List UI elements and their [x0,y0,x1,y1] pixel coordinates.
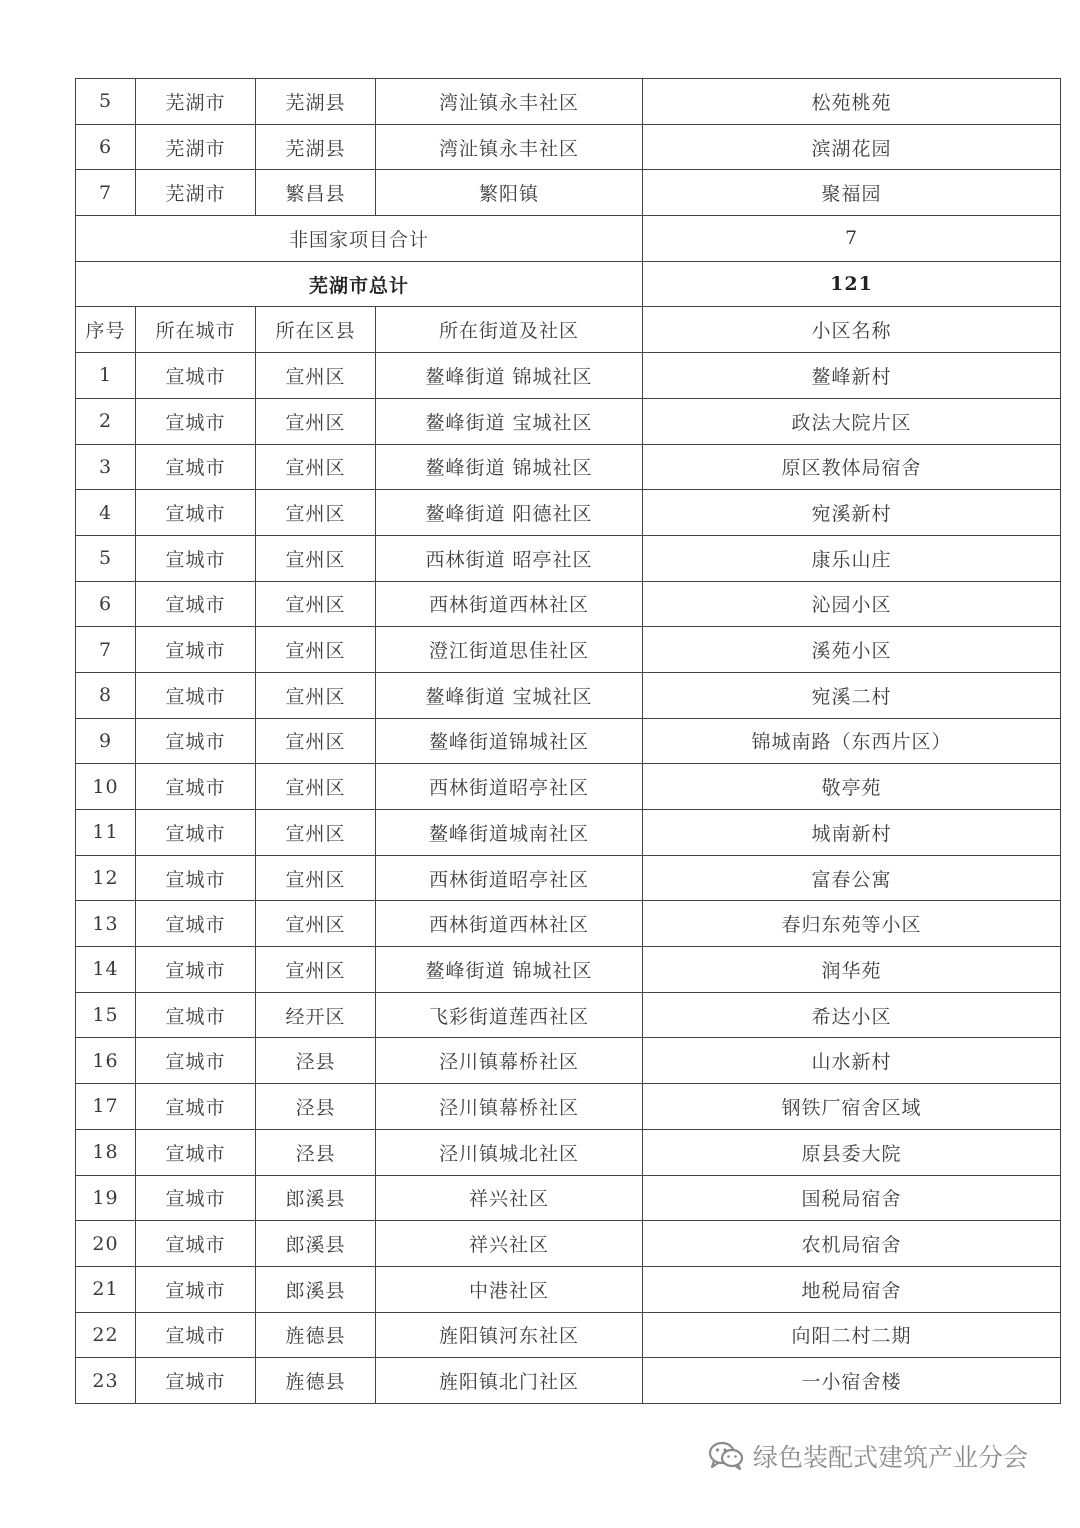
table-row [76,581,1061,627]
cell-name: 山水新村 [643,1038,1061,1084]
cell-city: 宣城市 [136,901,256,947]
table-row [76,810,1061,856]
cell-street: 鳌峰街道 锦城社区 [376,444,643,490]
cell-city: 宣城市 [136,1312,256,1358]
cell-city: 宣城市 [136,353,256,399]
cell-name: 鳌峰新村 [643,353,1061,399]
cell-city: 宣城市 [136,535,256,581]
cell-street: 湾沚镇永丰社区 [376,79,643,125]
table-row [76,79,1061,125]
header-no: 序号 [76,307,136,353]
total-row [76,261,1061,307]
table-row [76,672,1061,718]
cell-name: 锦城南路（东西片区） [643,718,1061,764]
cell-name: 聚福园 [643,170,1061,216]
cell-no: 22 [76,1312,136,1358]
cell-street: 湾沚镇永丰社区 [376,124,643,170]
cell-city: 宣城市 [136,1129,256,1175]
table-row [76,1358,1061,1404]
cell-name: 富春公寓 [643,855,1061,901]
cell-street: 鳌峰街道 锦城社区 [376,947,643,993]
cell-no: 7 [76,170,136,216]
cell-county: 宣州区 [256,855,376,901]
cell-name: 地税局宿舍 [643,1266,1061,1312]
cell-county: 宣州区 [256,627,376,673]
table-row [76,353,1061,399]
subtotal-label: 非国家项目合计 [76,216,643,262]
watermark [707,1438,1028,1474]
table-row [76,490,1061,536]
cell-city: 宣城市 [136,992,256,1038]
cell-street: 泾川镇城北社区 [376,1129,643,1175]
cell-county: 郎溪县 [256,1175,376,1221]
cell-no: 1 [76,353,136,399]
cell-no: 4 [76,490,136,536]
cell-county: 旌德县 [256,1312,376,1358]
cell-county: 宣州区 [256,535,376,581]
cell-name: 松苑桃苑 [643,79,1061,125]
table-row [76,1129,1061,1175]
cell-name: 宛溪新村 [643,490,1061,536]
table-row [76,1221,1061,1267]
cell-name: 宛溪二村 [643,672,1061,718]
cell-name: 溪苑小区 [643,627,1061,673]
cell-name: 政法大院片区 [643,398,1061,444]
cell-no: 15 [76,992,136,1038]
cell-street: 西林街道昭亭社区 [376,855,643,901]
cell-no: 6 [76,124,136,170]
cell-county: 郎溪县 [256,1266,376,1312]
cell-street: 西林街道西林社区 [376,581,643,627]
cell-street: 西林街道昭亭社区 [376,764,643,810]
table-row [76,170,1061,216]
cell-city: 宣城市 [136,855,256,901]
table-row [76,718,1061,764]
cell-street: 旌阳镇北门社区 [376,1358,643,1404]
table-row [76,1266,1061,1312]
cell-name: 向阳二村二期 [643,1312,1061,1358]
cell-street: 繁阳镇 [376,170,643,216]
cell-no: 5 [76,535,136,581]
cell-county: 繁昌县 [256,170,376,216]
cell-city: 芜湖市 [136,170,256,216]
cell-city: 宣城市 [136,947,256,993]
community-table [75,78,1061,1404]
cell-county: 宣州区 [256,718,376,764]
cell-city: 芜湖市 [136,124,256,170]
cell-county: 宣州区 [256,398,376,444]
cell-city: 宣城市 [136,810,256,856]
cell-name: 沁园小区 [643,581,1061,627]
cell-street: 鳌峰街道 宝城社区 [376,398,643,444]
cell-name: 润华苑 [643,947,1061,993]
cell-city: 宣城市 [136,490,256,536]
cell-county: 芜湖县 [256,124,376,170]
cell-name: 原区教体局宿舍 [643,444,1061,490]
cell-no: 9 [76,718,136,764]
cell-name: 原县委大院 [643,1129,1061,1175]
cell-street: 鳌峰街道锦城社区 [376,718,643,764]
cell-no: 5 [76,79,136,125]
cell-street: 鳌峰街道 锦城社区 [376,353,643,399]
table-row [76,535,1061,581]
cell-no: 21 [76,1266,136,1312]
cell-name: 希达小区 [643,992,1061,1038]
cell-street: 飞彩街道莲西社区 [376,992,643,1038]
table-row [76,992,1061,1038]
wechat-icon [707,1440,745,1472]
cell-no: 17 [76,1084,136,1130]
header-street: 所在街道及社区 [376,307,643,353]
table-row [76,901,1061,947]
cell-county: 宣州区 [256,764,376,810]
cell-no: 11 [76,810,136,856]
cell-no: 2 [76,398,136,444]
cell-city: 宣城市 [136,764,256,810]
cell-city: 宣城市 [136,718,256,764]
cell-no: 13 [76,901,136,947]
cell-county: 泾县 [256,1038,376,1084]
cell-name: 农机局宿舍 [643,1221,1061,1267]
cell-county: 经开区 [256,992,376,1038]
cell-name: 钢铁厂宿舍区域 [643,1084,1061,1130]
cell-no: 10 [76,764,136,810]
table-row [76,1084,1061,1130]
cell-county: 宣州区 [256,581,376,627]
cell-county: 宣州区 [256,672,376,718]
table-row [76,1175,1061,1221]
table-row [76,1312,1061,1358]
table-row [76,855,1061,901]
cell-no: 20 [76,1221,136,1267]
cell-street: 西林街道西林社区 [376,901,643,947]
cell-no: 7 [76,627,136,673]
cell-city: 宣城市 [136,1175,256,1221]
header-name: 小区名称 [643,307,1061,353]
cell-city: 宣城市 [136,627,256,673]
cell-county: 芜湖县 [256,79,376,125]
cell-street: 西林街道 昭亭社区 [376,535,643,581]
cell-no: 12 [76,855,136,901]
cell-county: 泾县 [256,1084,376,1130]
cell-street: 旌阳镇河东社区 [376,1312,643,1358]
cell-no: 18 [76,1129,136,1175]
cell-street: 泾川镇幕桥社区 [376,1038,643,1084]
cell-street: 泾川镇幕桥社区 [376,1084,643,1130]
cell-name: 国税局宿舍 [643,1175,1061,1221]
table-row [76,764,1061,810]
cell-street: 鳌峰街道城南社区 [376,810,643,856]
header-county: 所在区县 [256,307,376,353]
cell-county: 郎溪县 [256,1221,376,1267]
table-row [76,398,1061,444]
table-row [76,124,1061,170]
cell-street: 澄江街道思佳社区 [376,627,643,673]
cell-county: 宣州区 [256,901,376,947]
cell-county: 宣州区 [256,947,376,993]
cell-street: 鳌峰街道 阳德社区 [376,490,643,536]
cell-city: 宣城市 [136,444,256,490]
cell-name: 滨湖花园 [643,124,1061,170]
total-label: 芜湖市总计 [76,261,643,307]
cell-city: 宣城市 [136,672,256,718]
cell-county: 宣州区 [256,490,376,536]
cell-city: 芜湖市 [136,79,256,125]
table-body [76,79,1061,1404]
table-row [76,1038,1061,1084]
cell-no: 23 [76,1358,136,1404]
cell-county: 旌德县 [256,1358,376,1404]
table-row [76,627,1061,673]
cell-street: 鳌峰街道 宝城社区 [376,672,643,718]
cell-street: 祥兴社区 [376,1221,643,1267]
cell-city: 宣城市 [136,1084,256,1130]
cell-name: 城南新村 [643,810,1061,856]
table-row [76,444,1061,490]
cell-county: 宣州区 [256,444,376,490]
watermark-text: 绿色装配式建筑产业分会 [753,1443,1029,1472]
cell-no: 6 [76,581,136,627]
total-value: 121 [643,261,1061,307]
cell-no: 8 [76,672,136,718]
cell-city: 宣城市 [136,398,256,444]
cell-county: 宣州区 [256,810,376,856]
cell-city: 宣城市 [136,1038,256,1084]
cell-name: 春归东苑等小区 [643,901,1061,947]
cell-street: 祥兴社区 [376,1175,643,1221]
cell-no: 3 [76,444,136,490]
table-row [76,947,1061,993]
cell-street: 中港社区 [376,1266,643,1312]
subtotal-value: 7 [643,216,1061,262]
subtotal-row [76,216,1061,262]
cell-city: 宣城市 [136,581,256,627]
header-row [76,307,1061,353]
cell-name: 康乐山庄 [643,535,1061,581]
cell-city: 宣城市 [136,1266,256,1312]
cell-name: 一小宿舍楼 [643,1358,1061,1404]
cell-city: 宣城市 [136,1358,256,1404]
header-city: 所在城市 [136,307,256,353]
cell-no: 19 [76,1175,136,1221]
cell-no: 16 [76,1038,136,1084]
cell-no: 14 [76,947,136,993]
cell-city: 宣城市 [136,1221,256,1267]
cell-name: 敬亭苑 [643,764,1061,810]
cell-county: 泾县 [256,1129,376,1175]
cell-county: 宣州区 [256,353,376,399]
